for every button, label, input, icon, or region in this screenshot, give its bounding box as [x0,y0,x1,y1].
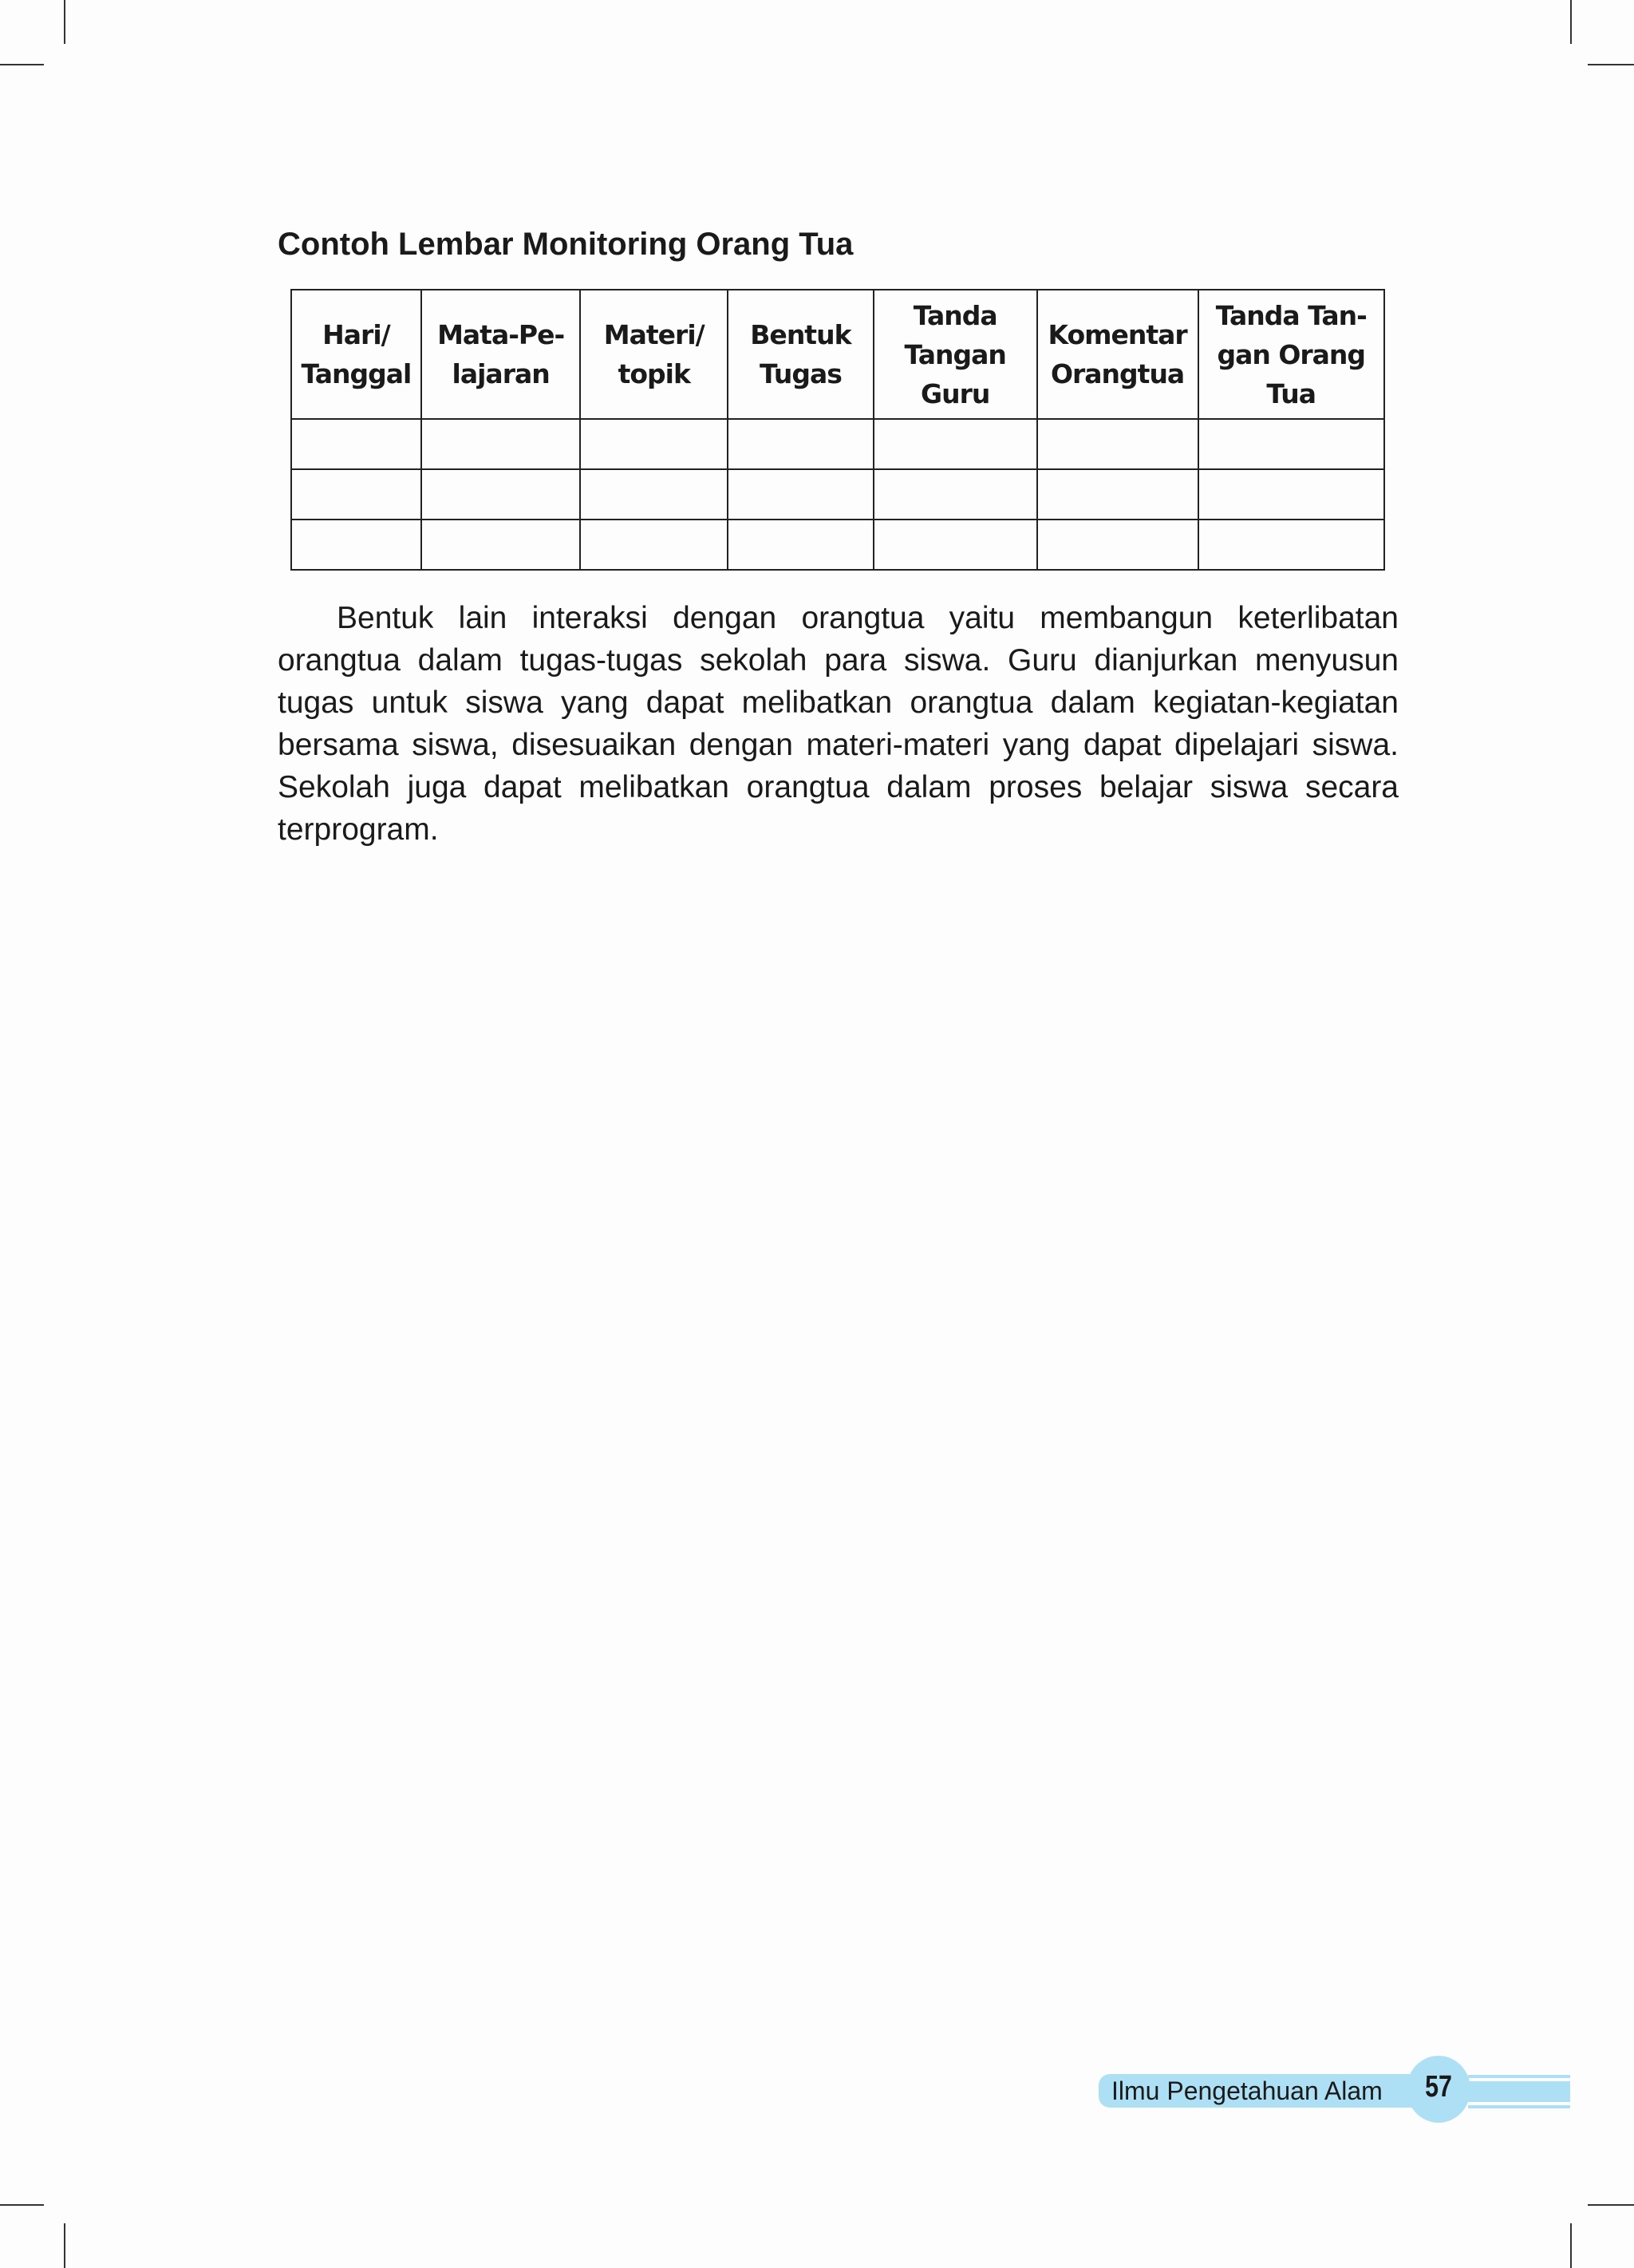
table-row [291,419,1384,469]
table-cell [874,469,1037,520]
crop-mark [0,2204,44,2206]
footer-book-title: Ilmu Pengetahuan Alam [1111,2076,1383,2105]
table-row [291,469,1384,520]
header-cell: Tanda Tan- gan Orang Tua [1198,290,1385,419]
section-title: Contoh Lembar Monitoring Orang Tua [278,227,854,262]
table-cell [874,520,1037,570]
table-cell [421,520,581,570]
header-cell: Komentar Orangtua [1037,290,1198,419]
crop-mark [0,64,44,65]
table-cell [1037,419,1198,469]
crop-mark [1570,2223,1572,2268]
table-cell [728,469,874,520]
header-cell: Bentuk Tugas [728,290,874,419]
table-cell [1198,469,1385,520]
crop-mark [1570,0,1572,44]
crop-mark [64,2223,65,2268]
table-cell [874,419,1037,469]
crop-mark [64,0,65,44]
table-cell [1037,520,1198,570]
body-paragraph: Bentuk lain interaksi dengan orangtua yaitu membangun keterlibatan orangtua dalam tugas-tugas sekolah para siswa. Guru dianjurkan menyusun tugas untuk siswa yang dapat melibatkan orangtua dalam kegiatan-kegiatan bersama siswa, disesuaikan dengan materi-materi yang dapat dipelajari siswa. Sekolah juga dapat melibatkan orangtua dalam proses belajar siswa secara terprogram. [278,601,1399,847]
table-cell [1198,419,1385,469]
table-cell [728,520,874,570]
table-cell [421,419,581,469]
table-cell [291,469,421,520]
table-cell [1037,469,1198,520]
footer-line [1468,2081,1570,2102]
page-number-badge [1407,2056,1470,2123]
footer-book-title-banner [1099,2074,1442,2108]
crop-mark [1588,64,1634,65]
table-header-row [291,290,1384,419]
table-cell [291,419,421,469]
table-cell [1198,520,1385,570]
table-cell [580,469,728,520]
page-number: 57 [1425,2070,1452,2104]
header-cell: Tanda Tangan Guru [874,290,1037,419]
monitoring-table [290,289,1385,571]
table-cell [291,520,421,570]
footer-line [1468,2075,1570,2078]
header-cell: Mata-Pe- lajaran [421,290,581,419]
table-row [291,520,1384,570]
crop-mark [1588,2204,1634,2206]
table-cell [421,469,581,520]
footer-line [1468,2105,1570,2108]
table-cell [580,520,728,570]
header-cell: Materi/ topik [580,290,728,419]
table-cell [728,419,874,469]
header-cell: Hari/ Tanggal [291,290,421,419]
table-cell [580,419,728,469]
